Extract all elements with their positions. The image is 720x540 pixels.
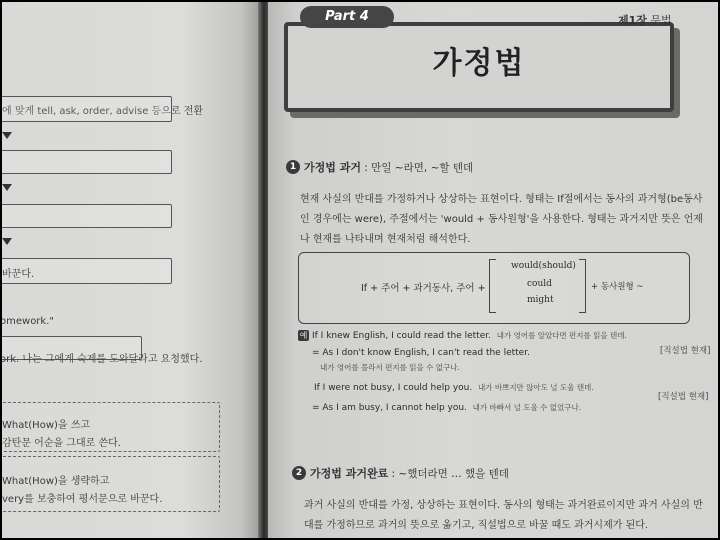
tense-tag: [직설법 현재] (658, 392, 709, 402)
left-page-line: 바꾼다. (2, 269, 35, 280)
section-body-line: 현재 사실의 반대를 가정하거나 상상하는 표현이다. 형태는 If절에서는 동사의 과거형(be동사 (300, 194, 703, 205)
tip-line: very를 보충하여 평서문으로 바꾼다. (2, 494, 163, 505)
example-korean: 내가 영어를 알았다면 편지를 읽을 텐데. (496, 331, 627, 340)
example-english: If I knew English, I could read the letter. (312, 331, 491, 341)
example-korean: 내가 바쁘지만 않아도 널 도울 텐데. (477, 383, 594, 392)
section-subtitle: : ~했더라면 … 했을 텐데 (388, 468, 509, 480)
part-tab: Part 4 (300, 6, 394, 28)
formula-option: would(should) (511, 261, 576, 271)
section-title: 가정법 과거 (304, 161, 361, 174)
section-body-line: 나 현재를 나타내며 현재처럼 해석한다. (300, 234, 471, 245)
section-number-badge: 2 (292, 466, 306, 480)
formula-option: might (527, 295, 554, 305)
chapter-name: 문법 (646, 14, 672, 27)
tense-tag: [직설법 현재] (660, 346, 711, 356)
page-title: 가정법 (432, 46, 526, 81)
section-body-line: 과거 사실의 반대를 가정, 상상하는 표현이다. 동사의 형태는 과거완료이지만 과거 사실의 반 (304, 500, 703, 511)
left-page-line: 에 맞게 tell, ask, order, advise 등으로 전환 (2, 106, 204, 117)
section-number-badge: 1 (286, 160, 300, 174)
section-title: 가정법 과거완료 (310, 467, 389, 480)
left-page-line: ork. 나는 그에게 숙제를 도와달라고 요청했다. (0, 354, 203, 365)
tip-line: 감탄문 어순을 그대로 쓴다. (2, 438, 121, 449)
example-icon: 예 (299, 331, 308, 340)
formula-right: + 동사원형 ~ (591, 282, 644, 292)
left-page-line: omework." (0, 316, 54, 327)
formula-option: could (527, 279, 552, 289)
tip-line: What(How)을 생략하고 (2, 476, 110, 487)
chapter-number: 제1장 (618, 14, 647, 27)
example-korean: 내가 바빠서 널 도울 수 없었구나. (472, 403, 582, 412)
section-body-line: 대를 가정하므로 과거의 뜻으로 옮기고, 직설법으로 바꿀 때도 과거시제가 된다. (304, 520, 649, 531)
example-korean: 내가 영어를 몰라서 편지를 읽을 수 없구나. (320, 363, 460, 372)
tip-line: What(How)을 쓰고 (2, 420, 91, 431)
section-body-line: 인 경우에는 were), 주절에서는 'would + 동사원형'을 사용한다. 형태는 과거지만 뜻은 언제 (300, 214, 704, 225)
example-english: = As I don't know English, I can't read the letter. (312, 348, 530, 358)
example-english: If I were not busy, I could help you. (314, 383, 473, 393)
formula-left: If + 주어 + 과거동사, 주어 + (361, 283, 486, 294)
example-english: = As I am busy, I cannot help you. (312, 403, 467, 413)
section-subtitle: : 만일 ~라면, ~할 텐데 (360, 162, 474, 174)
